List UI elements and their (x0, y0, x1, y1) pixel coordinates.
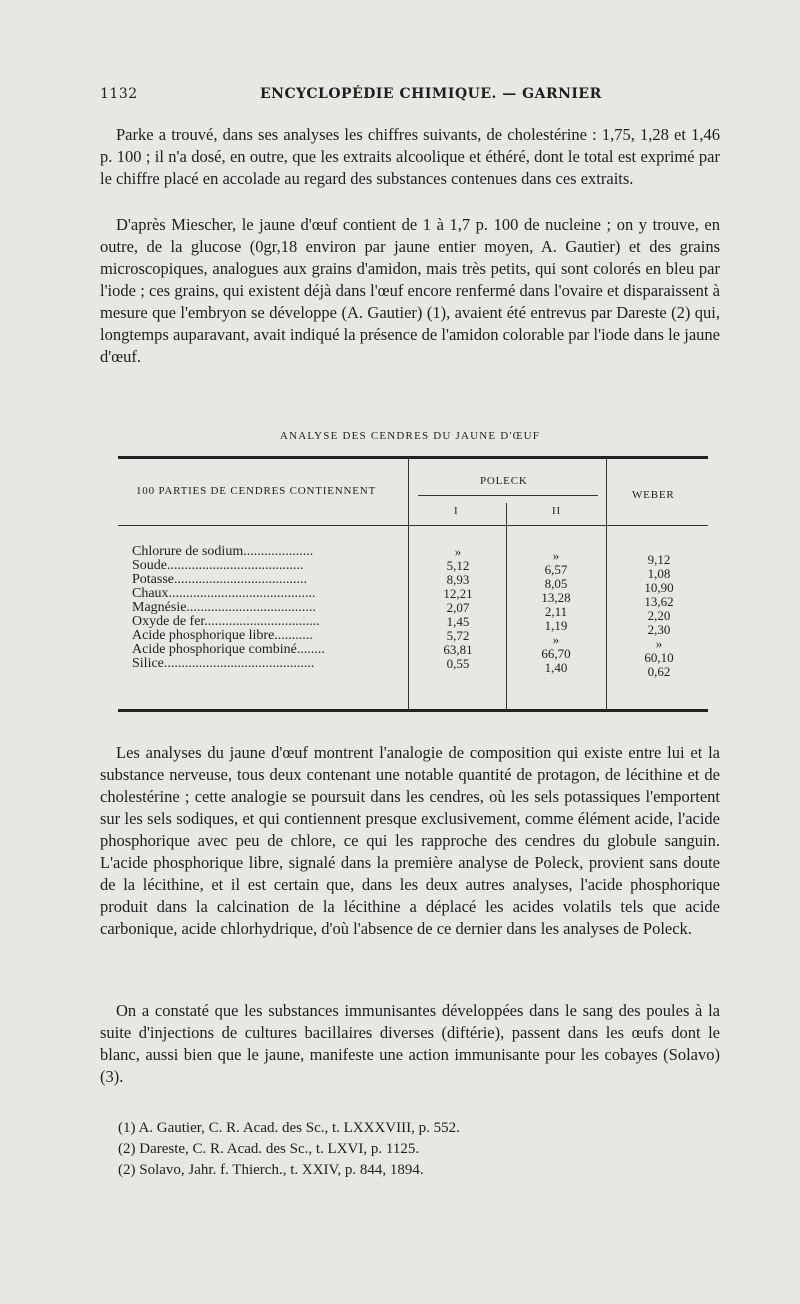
cell-weber: 2,30 (647, 622, 671, 637)
cell-poleck-ii: » (552, 548, 560, 563)
row-label: Acide phosphorique libre........... (132, 628, 313, 643)
column-header-weber: WEBER (632, 489, 675, 501)
column-header-poleck-ii: II (552, 505, 561, 517)
cell-poleck-i: 1,45 (446, 614, 470, 629)
paragraph-miescher: D'après Miescher, le jaune d'œuf contient de 1 à 1,7 p. 100 de nucleine ; on y trouve, en outre, de la glucose (0gr,18 environ par jaune entier moyen, A. Gautier) et des grains microscopiques, analogues aux grains d'amidon, mais très petits, qui sont colorés en bleu par l'iode ; ces grains, qui existent déjà dans l'œuf encore renfermé dans l'ovaire et disparaissent à mesure que l'embryon se développe (A. Gautier) (1), avaient été entrevus par Dareste (2) qui, longtemps auparavant, avait indiqué la présence de l'amidon colorable par l'iode dans le jaune d'œuf. (100, 215, 720, 366)
cell-poleck-i: 8,93 (446, 572, 470, 587)
poleck-rule (418, 495, 598, 496)
footnote: (2) Solavo, Jahr. f. Thierch., t. XXIV, p. 844, 1894. (118, 1162, 424, 1178)
cell-poleck-i: » (454, 544, 462, 559)
cell-poleck-ii: 1,40 (544, 660, 568, 675)
ash-analysis-table (118, 456, 708, 712)
cell-poleck-i: 0,55 (446, 656, 470, 671)
footnotes (118, 1118, 718, 1181)
footnote: (2) Dareste, C. R. Acad. des Sc., t. LXVI, p. 1125. (118, 1141, 420, 1157)
footnote: (1) A. Gautier, C. R. Acad. des Sc., t. LXXXVIII, p. 552. (118, 1120, 460, 1136)
table-title: ANALYSE DES CENDRES DU JAUNE D'ŒUF (279, 430, 541, 442)
row-label: Chlorure de sodium.................... (132, 544, 314, 559)
row-label: Magnésie..................................... (132, 600, 316, 615)
cell-weber: 9,12 (647, 552, 671, 567)
row-label: Chaux.......................................... (132, 586, 316, 601)
cell-poleck-i: 2,07 (446, 600, 470, 615)
paragraph-immunisantes: On a constaté que les substances immunisantes développées dans le sang des poules à la suite d'injections de cultures bacillaires diverses (diftérie), passent dans les œufs dont le blanc, aussi bien que le jaune, manifeste une action immunisante pour les cobayes (Solavo) (3). (100, 1001, 720, 1086)
row-label: Oxyde de fer................................. (132, 614, 320, 629)
cell-poleck-i: 12,21 (443, 586, 473, 601)
cell-weber: 13,62 (644, 594, 674, 609)
page-header (100, 86, 700, 110)
cell-poleck-ii: 1,19 (544, 618, 568, 633)
cell-weber: 1,08 (647, 566, 671, 581)
row-label: Soude....................................... (132, 558, 304, 573)
cell-poleck-ii: 2,11 (544, 604, 568, 619)
table-header-rule (118, 525, 708, 526)
cell-poleck-ii: 8,05 (544, 576, 568, 591)
cell-weber: 10,90 (644, 580, 674, 595)
column-header-poleck: POLECK (480, 475, 528, 487)
cell-weber: » (655, 636, 663, 651)
paragraph-analogie: Les analyses du jaune d'œuf montrent l'analogie de composition qui existe entre lui et la substance nerveuse, tous deux contenant une notable quantité de protagon, de lécithine et de cholestérine ; cette analogie se poursuit dans les cendres, où les sels potassiques l'emportent sur les sels sodiques, et qui contiennent presque exclusivement, comme élément acide, l'acide phosphorique avec peu de chlore, ce qui les rapproche des cendres du globule sanguin. L'acide phosphorique libre, signalé dans la première analyse de Poleck, provient sans doute de la lécithine, et il est certain que, dans les deux autres analyses, l'acide phosphorique produit dans la calcination de la lécithine a déplacé les acides volatils tels que acide carbonique, acide chlorhydrique, d'où l'absence de ce dernier dans les analyses de Poleck. (100, 743, 720, 938)
table-divider (506, 503, 507, 709)
paragraph-parke: Parke a trouvé, dans ses analyses les chiffres suivants, de cholestérine : 1,75, 1,28 et 1,46 p. 100 ; il n'a dosé, en outre, que les extraits alcoolique et éthéré, dont le total est exprimé par le chiffre placé en accolade au regard des substances contenues dans ces extraits. (100, 125, 720, 188)
cell-weber: 60,10 (644, 650, 674, 665)
table-divider (606, 459, 607, 709)
cell-poleck-ii: 6,57 (544, 562, 568, 577)
cell-weber: 0,62 (647, 664, 671, 679)
cell-poleck-ii: 66,70 (541, 646, 571, 661)
cell-poleck-ii: 13,28 (541, 590, 571, 605)
cell-poleck-i: 5,12 (446, 558, 470, 573)
column-header-poleck-i: I (454, 505, 459, 517)
row-label: Potasse...................................... (132, 572, 307, 587)
row-label: Silice........................................... (132, 656, 315, 671)
running-title: ENCYCLOPÉDIE CHIMIQUE. — GARNIER (260, 86, 602, 102)
row-label: Acide phosphorique combiné........ (132, 642, 325, 657)
cell-poleck-ii: » (552, 632, 560, 647)
cell-poleck-i: 5,72 (446, 628, 470, 643)
cell-poleck-i: 63,81 (443, 642, 473, 657)
page-number: 1132 (100, 86, 138, 102)
column-header-parts: 100 PARTIES DE CENDRES CONTIENNENT (136, 485, 377, 497)
cell-weber: 2,20 (647, 608, 671, 623)
table-divider (408, 459, 409, 709)
